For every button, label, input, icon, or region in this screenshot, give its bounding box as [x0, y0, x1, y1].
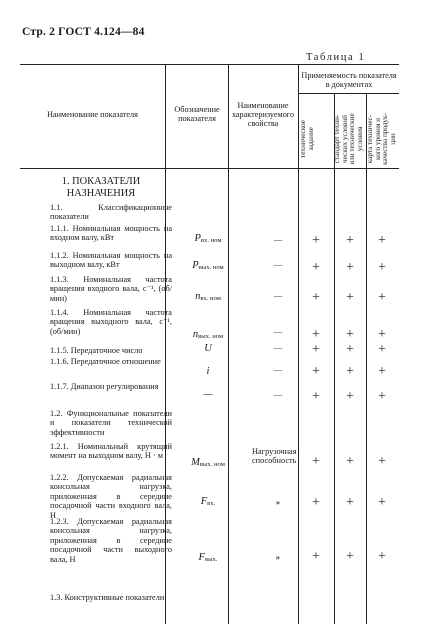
col-header-quality-card: карта техничес- кого уровня и качества продук- ции — [366, 113, 397, 165]
mark: + — [378, 233, 386, 248]
indicator-name: 1.1.5. Передаточное число — [50, 346, 143, 355]
mark: + — [312, 342, 320, 357]
col-header-applicability: Применяемость показателя в документах — [301, 71, 397, 89]
property-value: — — [273, 343, 283, 352]
mark: + — [312, 389, 320, 404]
property-value: — — [273, 235, 283, 244]
mark: + — [346, 290, 354, 305]
mark: + — [346, 364, 354, 379]
indicator-name: 1.1.4. Номинальная частота вращения выходного вала, с⁻¹, (об/мин) — [50, 308, 172, 336]
mark: + — [378, 549, 386, 564]
indicator-symbol: $P_{вх. ном}$ — [194, 233, 222, 244]
indicator-symbol: $P_{вых. ном}$ — [192, 260, 224, 271]
indicator-symbol: U — [204, 343, 212, 354]
group-title: 1.1. Классификационные показатели — [50, 203, 172, 222]
mark: + — [312, 549, 320, 564]
mark: + — [346, 342, 354, 357]
mark: + — [346, 260, 354, 275]
col-header-property: Наименование характеризуемого свойства — [231, 101, 295, 128]
indicator-symbol: $M_{вых. ном}$ — [191, 457, 225, 468]
property-value: Нагрузочная способность — [252, 447, 297, 466]
indicators-table — [20, 64, 399, 624]
mark: + — [346, 327, 354, 342]
mark: + — [346, 233, 354, 248]
indicator-name: 1.1.7. Диапазон регулирования — [50, 382, 159, 391]
property-value: » — [275, 498, 281, 507]
indicator-name: 1.1.1. Номинальная мощность на входном валу, кВт — [50, 224, 172, 243]
mark: + — [378, 495, 386, 510]
mark: + — [378, 454, 386, 469]
page-header: Стр. 2 ГОСТ 4.124—84 — [22, 26, 145, 38]
mark: + — [312, 364, 320, 379]
mark: + — [312, 327, 320, 342]
col-header-symbol: Обозначение показателя — [174, 105, 220, 123]
indicator-symbol: — — [203, 389, 213, 400]
mark: + — [378, 342, 386, 357]
indicator-name: 1.2.1. Номинальный крутящий момент на выходном валу, Н · м — [50, 442, 172, 461]
indicator-symbol: $n_{вх. ном}$ — [195, 291, 221, 302]
mark: + — [346, 454, 354, 469]
indicator-name: 1.1.6. Передаточное отношение — [50, 357, 161, 366]
property-value: — — [273, 327, 283, 336]
mark: + — [312, 233, 320, 248]
property-value: — — [273, 260, 283, 269]
property-value: — — [273, 365, 283, 374]
indicator-symbol: $F_{вх.}$ — [200, 496, 216, 507]
mark: + — [346, 495, 354, 510]
table-top-rule — [20, 64, 399, 65]
table-caption: Таблица 1 — [306, 52, 366, 63]
mark: + — [378, 389, 386, 404]
mark: + — [378, 290, 386, 305]
mark: + — [312, 260, 320, 275]
indicator-name: 1.1.2. Номинальная мощность на выходном валу, кВт — [50, 251, 172, 270]
mark: + — [378, 327, 386, 342]
section-title: 1. ПОКАЗАТЕЛИ НАЗНАЧЕНИЯ — [61, 176, 141, 199]
col-header-name: Наименование показателя — [47, 110, 138, 119]
mark: + — [378, 364, 386, 379]
indicator-name: 1.2.3. Допускаемая радиальная консольная нагрузка, приложенная в середине посадочной части выходного вала, Н — [50, 517, 172, 564]
property-value: — — [273, 390, 283, 399]
mark: + — [312, 495, 320, 510]
mark: + — [346, 389, 354, 404]
col-header-tech-assignment: техническое задание — [299, 120, 315, 158]
indicator-symbol: i — [206, 366, 210, 377]
mark: + — [312, 290, 320, 305]
mark: + — [312, 454, 320, 469]
indicator-name: 1.2.2. Допускаемая радиальная консольная нагрузка, приложенная в середине посадочной части входного вала, Н — [50, 473, 172, 520]
property-value: — — [273, 291, 283, 300]
mark: + — [378, 260, 386, 275]
group-header-rule — [298, 93, 399, 94]
group-title: 1.2. Функциональные показатели и показатели технической эффективности — [50, 409, 172, 437]
indicator-name: 1.1.3. Номинальная частота вращения входного вала, с⁻¹, (об/мин) — [50, 275, 172, 303]
property-value: » — [275, 553, 281, 562]
col-header-tech-conditions: стандарт техни- ческих условий или технические условия — [333, 113, 364, 165]
indicator-symbol: $F_{вых.}$ — [198, 552, 218, 563]
group-title: 1.3. Конструктивные показатели — [50, 593, 165, 602]
indicator-symbol: $n_{вых. ном}$ — [192, 329, 224, 340]
mark: + — [346, 549, 354, 564]
